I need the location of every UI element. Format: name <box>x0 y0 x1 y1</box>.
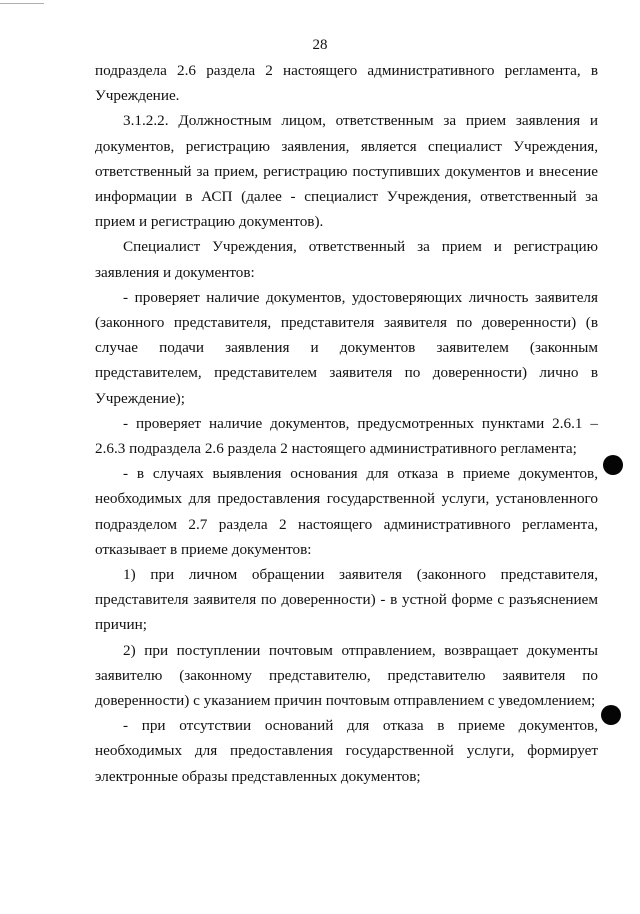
paragraph-refusal-cases: - в случаях выявления основания для отказа в приеме документов, необходимых для предоставления государственной услуги, установленного подразделом 2.7 раздела 2 настоящего административного регламента, отказывает в приеме документов: <box>95 465 598 558</box>
punch-hole-mark <box>601 705 621 725</box>
paragraph-3-1-2-2: 3.1.2.2. Должностным лицом, ответственным за прием заявления и документов, регистрацию заявления, является специалист Учреждения, ответственный за прием, регистрацию поступивших документов и внесение информации в АСП (далее - специалист Учреждения, ответственный за прием и регистрацию документов). <box>95 112 598 231</box>
paragraph-specialist-duties: Специалист Учреждения, ответственный за прием и регистрацию заявления и документов: <box>95 238 598 281</box>
paragraph-check-identity: - проверяет наличие документов, удостоверяющих личность заявителя (законного представителя, представителя заявителя по доверенности) (в случае подачи заявления и документов заявителем (законным представителем, представителем заявителя по доверенности) лично в Учреждение); <box>95 288 598 407</box>
paragraph-personal-appeal: 1) при личном обращении заявителя (законного представителя, представителя заявителя по доверенности) - в устной форме с разъяснением причин; <box>95 566 598 634</box>
punch-hole-mark <box>603 455 623 475</box>
paragraph-postal-return: 2) при поступлении почтовым отправлением, возвращает документы заявителю (законному представителю, представителю заявителя по доверенности) с указанием причин почтовым отправлением с уведомлением; <box>95 641 598 710</box>
paragraph-electronic-images: - при отсутствии оснований для отказа в приеме документов, необходимых для предоставления государственной услуги, формирует электронные образы представленных документов; <box>95 717 598 785</box>
paragraph-continuation: подраздела 2.6 раздела 2 настоящего административного регламента, в Учреждение. <box>95 62 598 105</box>
scan-edge-line <box>0 3 44 4</box>
page-number: 28 <box>312 37 328 53</box>
document-body <box>95 58 598 789</box>
paragraph-check-documents: - проверяет наличие документов, предусмотренных пунктами 2.6.1 – 2.6.3 подраздела 2.6 раздела 2 настоящего административного регламента; <box>95 414 598 458</box>
